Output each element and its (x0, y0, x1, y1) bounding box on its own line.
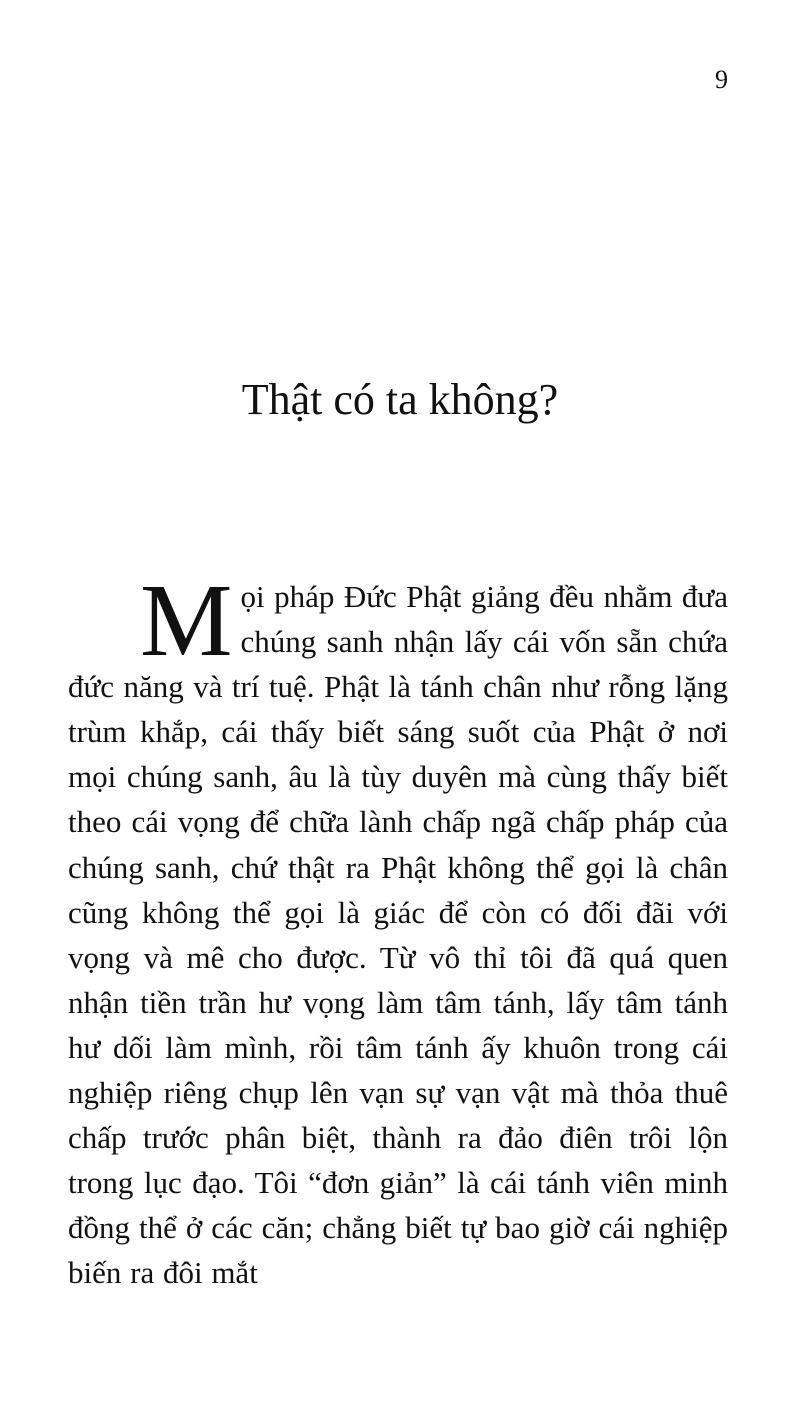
body-paragraph (68, 563, 728, 1296)
drop-cap: M (140, 563, 233, 678)
page-number: 9 (715, 65, 728, 94)
chapter-title: Thật có ta không? (241, 375, 559, 424)
paragraph-text: ọi pháp Đức Phật giảng đều nhằm đưa chúng sanh nhận lấy cái vốn sẵn chứa đức năng và trí tuệ. Phật là tánh chân như rỗng lặng trùm khắp, cái thấy biết sáng suốt của Phật ở nơi mọi chúng sanh, âu là tùy duyên mà cùng thấy biết theo cái vọng để chữa lành chấp ngã chấp pháp của chúng sanh, chứ thật ra Phật không thể gọi là chân cũng không thể gọi là giác để còn có đối đãi với vọng và mê cho được. Từ vô thỉ tôi đã quá quen nhận tiền trần hư vọng làm tâm tánh, lấy tâm tánh hư dối làm mình, rồi tâm tánh ấy khuôn trong cái nghiệp riêng chụp lên vạn sự vạn vật mà thỏa thuê chấp trước phân biệt, thành ra đảo điên trôi lộn trong lục đạo. Tôi “đơn giản” là cái tánh viên minh đồng thể ở các căn; chẳng biết tự bao giờ cái nghiệp biến ra đôi mắt (68, 579, 728, 1291)
